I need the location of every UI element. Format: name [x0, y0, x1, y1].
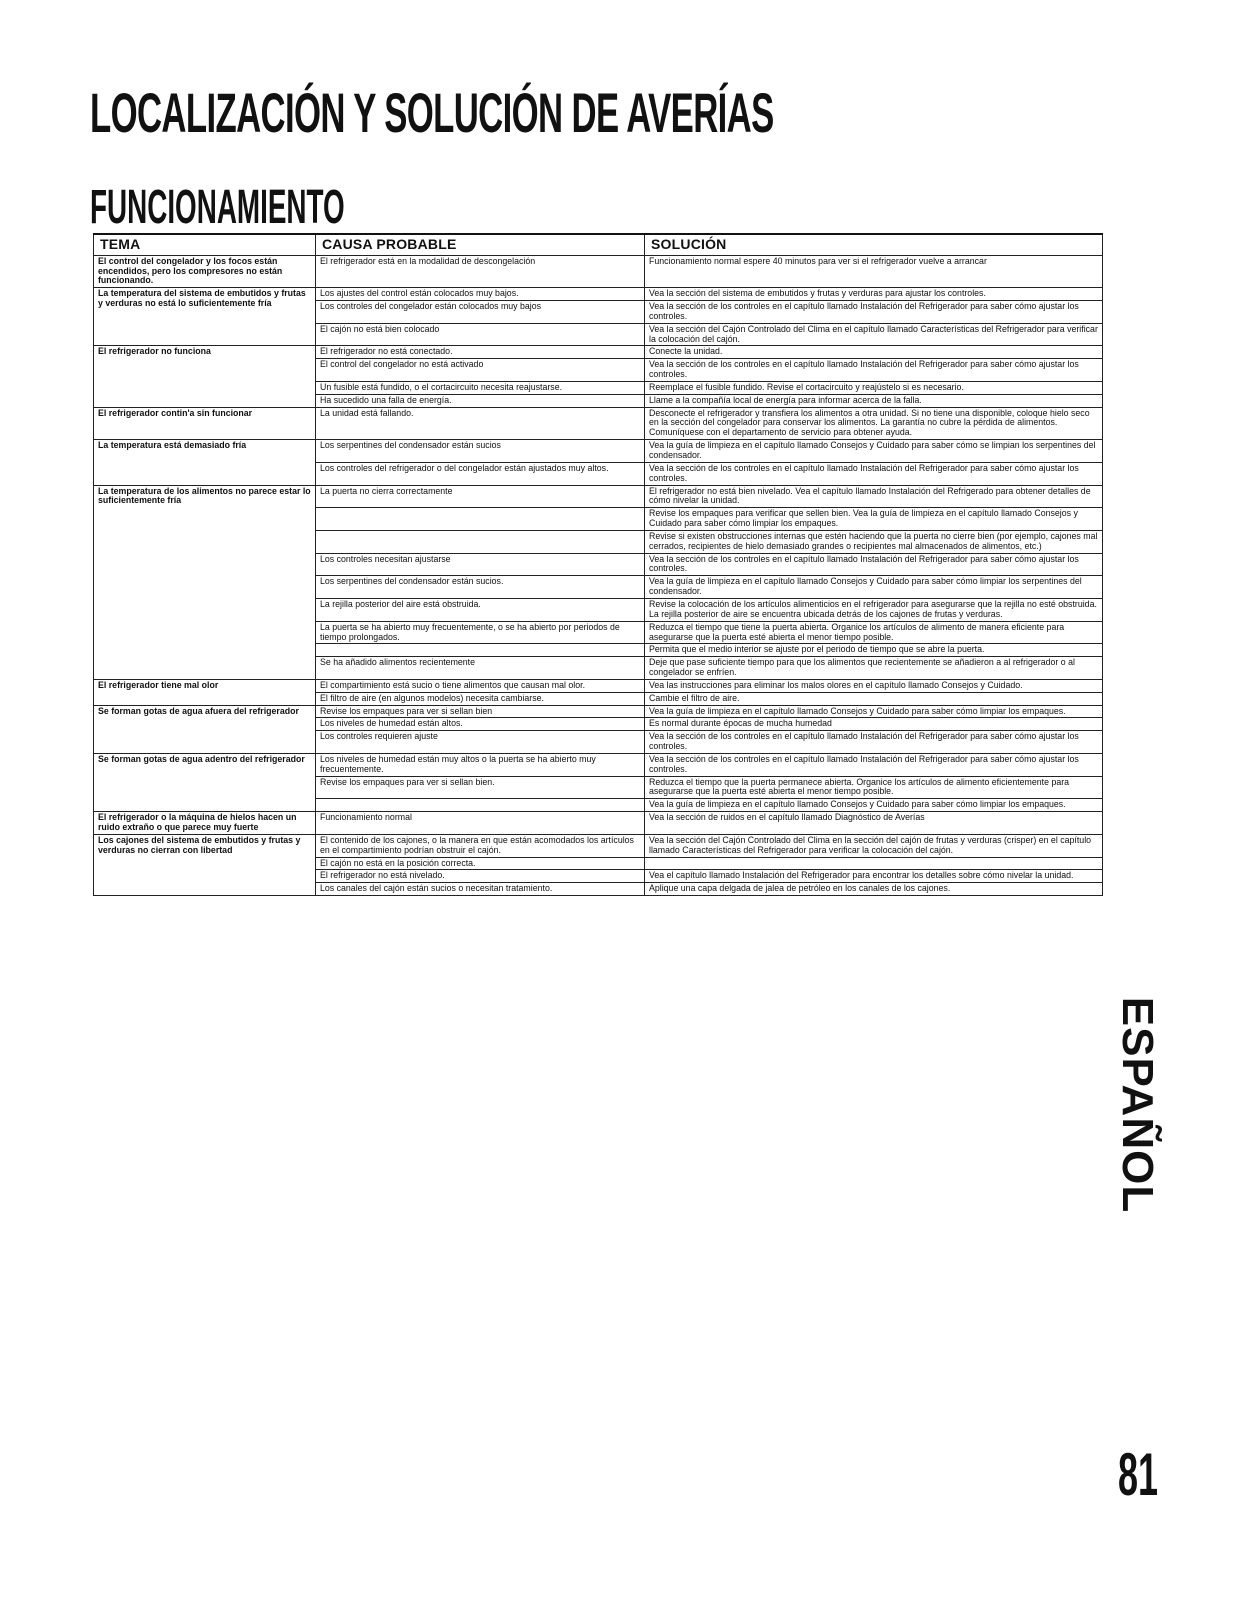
table-row — [94, 440, 1103, 463]
solucion-cell: Vea la sección de ruidos en el capítulo llamado Diagnóstico de Averías — [645, 812, 1103, 835]
tema-cell: El refrigerador contin'a sin funcionar — [94, 407, 316, 440]
solucion-cell: El refrigerador no está bien nivelado. Vea el capítulo llamado Instalación del Refrigerado para obtener detalles de cómo nivelar la unidad. — [645, 485, 1103, 508]
solucion-cell: Vea la sección del sistema de embutidos y frutas y verduras para ajustar los controles. — [645, 288, 1103, 301]
tema-cell: El refrigerador no funciona — [94, 346, 316, 407]
table-header-row — [94, 234, 1103, 255]
solucion-cell: Vea la sección de los controles en el capítulo llamado Instalación del Refrigerador para saber cómo ajustar los controles. — [645, 359, 1103, 382]
causa-cell: La unidad está fallando. — [316, 407, 645, 440]
table-row — [94, 485, 1103, 508]
causa-cell: Los serpentines del condensador están sucios. — [316, 576, 645, 599]
solucion-cell: Reduzca el tiempo que la puerta permanece abierta. Organice los artículos de alimento eficientemente para asegurarse que la puerta esté abierta el menor tiempo posible. — [645, 776, 1103, 799]
tema-cell: Se forman gotas de agua afuera del refrigerador — [94, 705, 316, 753]
table-row — [94, 705, 1103, 718]
solucion-cell: Vea la sección del Cajón Controlado del Clima en la sección del cajón de frutas y verduras (crisper) en el capítulo llamado Características del Refrigerador para verificar la colocación del cajón. — [645, 834, 1103, 857]
causa-cell: El filtro de aire (en algunos modelos) necesita cambiarse. — [316, 692, 645, 705]
table-row — [94, 834, 1103, 857]
language-label: ESPAÑOL — [1113, 996, 1162, 1214]
causa-cell: Ha sucedido una falla de energía. — [316, 394, 645, 407]
solucion-cell: Permita que el medio interior se ajuste por el periodo de tiempo que se abre la puerta. — [645, 644, 1103, 657]
solucion-cell: Funcionamiento normal espere 40 minutos para ver si el refrigerador vuelve a arrancar — [645, 255, 1103, 288]
solucion-cell: Vea la guía de limpieza en el capítulo llamado Consejos y Cuidado para saber cómo se limpian los serpentines del condensador. — [645, 440, 1103, 463]
causa-cell: El compartimiento está sucio o tiene alimentos que causan mal olor. — [316, 679, 645, 692]
solucion-cell: Es normal durante épocas de mucha humedad — [645, 718, 1103, 731]
solucion-cell: Conecte la unidad. — [645, 346, 1103, 359]
solucion-cell: Vea la sección de los controles en el capítulo llamado Instalación del Refrigerador para saber cómo ajustar los controles. — [645, 731, 1103, 754]
page-number: 81 — [1118, 1441, 1159, 1508]
tema-cell: Se forman gotas de agua adentro del refrigerador — [94, 753, 316, 811]
solucion-cell: Vea la sección de los controles en el capítulo llamado Instalación del Refrigerador para saber cómo ajustar los controles. — [645, 753, 1103, 776]
causa-cell: Se ha añadido alimentos recientemente — [316, 657, 645, 680]
troubleshooting-table-container — [93, 233, 1102, 1599]
causa-cell: Los controles del congelador están colocados muy bajos — [316, 301, 645, 324]
solucion-cell: Vea la sección de los controles en el capítulo llamado Instalación del Refrigerador para saber cómo ajustar los controles. — [645, 462, 1103, 485]
table-row — [94, 288, 1103, 301]
solucion-cell: Vea la guía de limpieza en el capítulo llamado Consejos y Cuidado para saber cómo limpiar los empaques. — [645, 799, 1103, 812]
solucion-cell: Cambie el filtro de aire. — [645, 692, 1103, 705]
causa-cell: La puerta no cierra correctamente — [316, 485, 645, 508]
solucion-cell: Vea la guía de limpieza en el capítulo llamado Consejos y Cuidado para saber cómo limpiar los serpentines del condensador. — [645, 576, 1103, 599]
solucion-cell: Reduzca el tiempo que tiene la puerta abierta. Organice los artículos de alimento de manera eficiente para asegurarse que la puerta esté abierta el menor tiempo posible. — [645, 621, 1103, 644]
causa-cell: Revise los empaques para ver si sellan bien. — [316, 776, 645, 799]
solucion-cell: Vea la sección de los controles en el capítulo llamado Instalación del Refrigerador para saber cómo ajustar los controles. — [645, 553, 1103, 576]
solucion-cell: Deje que pase suficiente tiempo para que los alimentos que recientemente se añadieron a al refrigerador o al congelador se enfríen. — [645, 657, 1103, 680]
tema-cell: El refrigerador o la máquina de hielos hacen un ruido extraño o que parece muy fuerte — [94, 812, 316, 835]
causa-cell — [316, 508, 645, 531]
causa-cell: La puerta se ha abierto muy frecuentemente, o se ha abierto por periodos de tiempo prolongados. — [316, 621, 645, 644]
causa-cell: Los controles del refrigerador o del congelador están ajustados muy altos. — [316, 462, 645, 485]
causa-cell: Funcionamiento normal — [316, 812, 645, 835]
causa-cell: Revise los empaques para ver si sellan bien — [316, 705, 645, 718]
causa-cell: El contenido de los cajones, o la manera en que están acomodados los artículos en el compartimiento podrían obstruir el cajón. — [316, 834, 645, 857]
solucion-cell: Vea la sección del Cajón Controlado del Clima en el capítulo llamado Características del Refrigerador para verificar la colocación del cajón. — [645, 323, 1103, 346]
causa-cell: Los controles necesitan ajustarse — [316, 553, 645, 576]
troubleshooting-table — [93, 233, 1103, 896]
causa-cell — [316, 644, 645, 657]
causa-cell: El refrigerador está en la modalidad de descongelación — [316, 255, 645, 288]
causa-cell: Los niveles de humedad están altos. — [316, 718, 645, 731]
table-body — [94, 255, 1103, 895]
solucion-cell — [645, 857, 1103, 870]
tema-cell: El control del congelador y los focos están encendidos, pero los compresores no están funcionando. — [94, 255, 316, 288]
column-header-solucion: SOLUCIÓN — [645, 234, 1103, 255]
table-row — [94, 679, 1103, 692]
solucion-cell: Vea la guía de limpieza en el capítulo llamado Consejos y Cuidado para saber cómo limpiar los empaques. — [645, 705, 1103, 718]
language-side-tab — [1113, 996, 1162, 1214]
causa-cell: El refrigerador no está conectado. — [316, 346, 645, 359]
table-row — [94, 407, 1103, 440]
causa-cell: El refrigerador no está nivelado. — [316, 870, 645, 883]
causa-cell: Los canales del cajón están sucios o necesitan tratamiento. — [316, 883, 645, 896]
solucion-cell: Revise los empaques para verificar que sellen bien. Vea la guía de limpieza en el capítulo llamado Consejos y Cuidado para saber cómo limpiar los empaques. — [645, 508, 1103, 531]
causa-cell: Los controles requieren ajuste — [316, 731, 645, 754]
table-row — [94, 753, 1103, 776]
causa-cell: El cajón no está bien colocado — [316, 323, 645, 346]
tema-cell: La temperatura del sistema de embutidos y frutas y verduras no está lo suficientemente fría — [94, 288, 316, 346]
causa-cell: Los ajustes del control están colocados muy bajos. — [316, 288, 645, 301]
solucion-cell: Revise si existen obstrucciones internas que estén haciendo que la puerta no cierre bien (por ejemplo, cajones mal cerrados, recipientes de hielo demasiado grandes o recipientes mal almacenados de alimentos, etc.) — [645, 530, 1103, 553]
causa-cell: Un fusible está fundido, o el cortacircuito necesita reajustarse. — [316, 381, 645, 394]
solucion-cell: Vea las instrucciones para eliminar los malos olores en el capítulo llamado Consejos y Cuidado. — [645, 679, 1103, 692]
column-header-causa: CAUSA PROBABLE — [316, 234, 645, 255]
tema-cell: Los cajones del sistema de embutidos y frutas y verduras no cierran con libertad — [94, 834, 316, 895]
causa-cell: La rejilla posterior del aire está obstruida. — [316, 598, 645, 621]
causa-cell: El control del congelador no está activado — [316, 359, 645, 382]
table-row — [94, 255, 1103, 288]
section-title: FUNCIONAMIENTO — [90, 181, 345, 234]
solucion-cell: Reemplace el fusible fundido. Revise el cortacircuito y reajústelo si es necesario. — [645, 381, 1103, 394]
solucion-cell: Desconecte el refrigerador y transfiera los alimentos a otra unidad. Si no tiene una disponible, coloque hielo seco en la sección del congelador para conservar los alimentos. La garantía no cubre la pérdida de alimentos. Comuníquese con el departamento de servicio para obtener ayuda. — [645, 407, 1103, 440]
causa-cell: Los serpentines del condensador están sucios — [316, 440, 645, 463]
solucion-cell: Vea la sección de los controles en el capítulo llamado Instalación del Refrigerador para saber cómo ajustar los controles. — [645, 301, 1103, 324]
causa-cell — [316, 530, 645, 553]
causa-cell: El cajón no está en la posición correcta. — [316, 857, 645, 870]
solucion-cell: Aplique una capa delgada de jalea de petróleo en los canales de los cajones. — [645, 883, 1103, 896]
page-title: LOCALIZACIÓN Y SOLUCIÓN DE AVERÍAS — [90, 81, 774, 144]
solucion-cell: Revise la colocación de los artículos alimenticios en el refrigerador para asegurarse que la rejilla no esté obstruida. La rejilla posterior de aire se encuentra ubicada detrás de los cajones de frutas y verduras. — [645, 598, 1103, 621]
table-row — [94, 346, 1103, 359]
causa-cell — [316, 799, 645, 812]
solucion-cell: Vea el capítulo llamado Instalación del Refrigerador para encontrar los detalles sobre cómo nivelar la unidad. — [645, 870, 1103, 883]
solucion-cell: Llame a la compañía local de energía para informar acerca de la falla. — [645, 394, 1103, 407]
causa-cell: Los niveles de humedad están muy altos o la puerta se ha abierto muy frecuentemente. — [316, 753, 645, 776]
tema-cell: La temperatura de los alimentos no parece estar lo suficientemente fría — [94, 485, 316, 679]
table-row — [94, 812, 1103, 835]
column-header-tema: TEMA — [94, 234, 316, 255]
tema-cell: El refrigerador tiene mal olor — [94, 679, 316, 705]
tema-cell: La temperatura está demasiado fría — [94, 440, 316, 485]
